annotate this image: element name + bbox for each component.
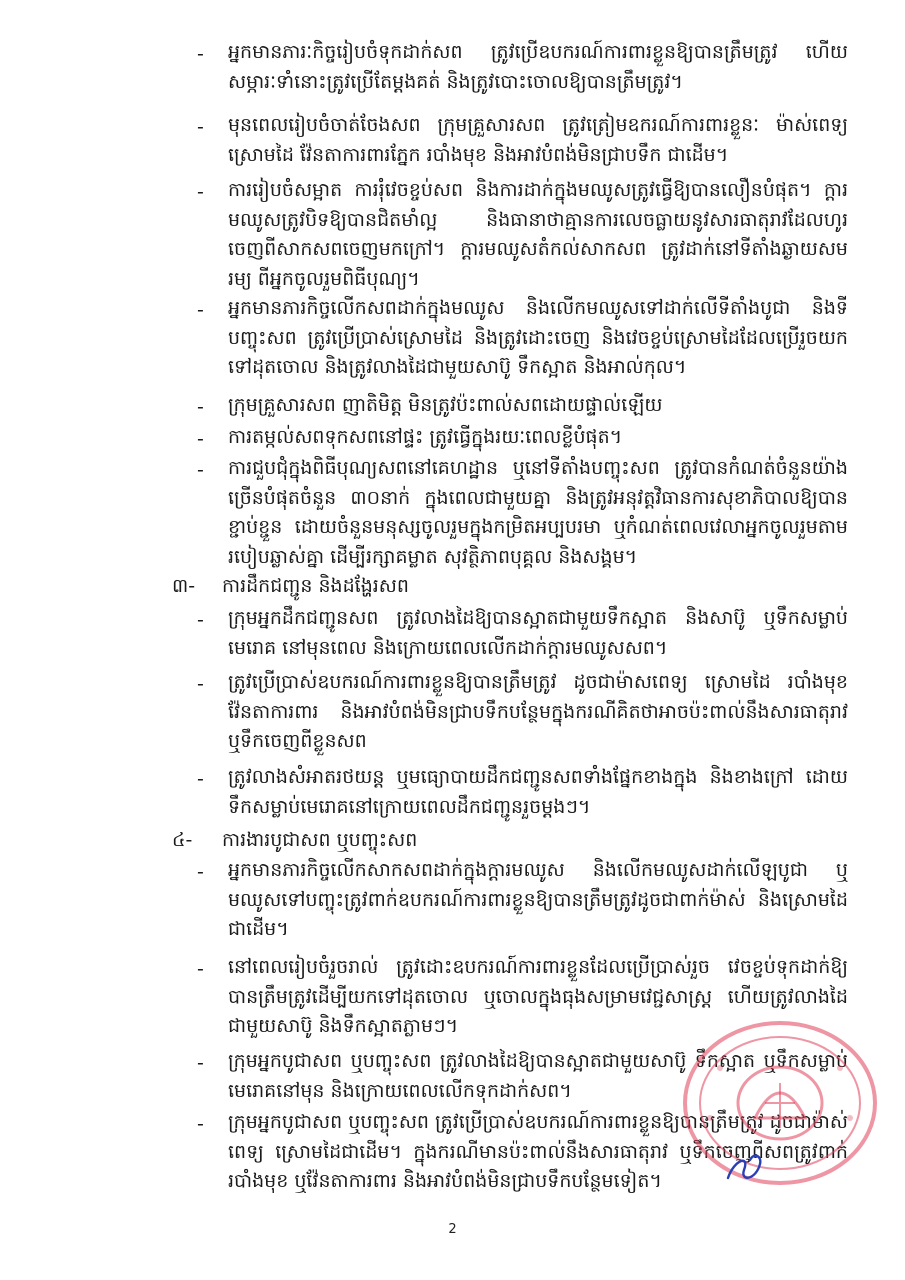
bullet: - <box>197 459 204 481</box>
official-seal-stamp <box>660 1008 880 1188</box>
list-item: ត្រូវប្រើប្រាស់ឧបករណ៍ការពារខ្លួនឱ្យបានត្រឹមត្រូវ ដូចជាម៉ាសពេទ្យ ស្រោមដៃ របាំងមុខ វ៉ែនតាការពារ និងអាវបំពង់មិនជ្រាបទឹកបន្ថែមក្នុងករណីគិតថាអាចប៉ះពាល់នឹងសារធាតុរាវ ឬទឹកចេញពីខ្លួនសព <box>228 671 848 752</box>
list-item: ការតម្កល់សពទុកសពនៅផ្ទះ ត្រូវធ្វើក្នុងរយៈពេលខ្លីបំផុត។ <box>228 426 623 448</box>
list-item: ត្រូវលាងសំអាតរថយន្ត ឬមធ្យោបាយដឹកជញ្ជូនសពទាំងផ្នែកខាងក្នុង និងខាងក្រៅ ដោយទឹកសម្លាប់មេរោគនៅក្រោយពេលដឹកជញ្ជូនរួចម្តងៗ។ <box>228 766 848 818</box>
list-item: មុនពេលរៀបចំចាត់ចែងសព ក្រុមគ្រួសារសព ត្រូវត្រៀមឧករណ៍ការពារខ្លួនៈ ម៉ាស់ពេទ្យ ស្រោមដៃ វ៉ែនតាការពារភ្នែក របាំងមុខ និងអាវបំពង់មិនជ្រាបទឹក ជាដើម។ <box>228 114 848 166</box>
list-item: អ្នកមានភារៈកិច្ចរៀបចំទុកដាក់សព ត្រូវប្រើឧបករណ៍ការពារខ្លួនឱ្យបានត្រឹមត្រូវ ហើយសម្ភារៈទាំនោះត្រូវប្រើតែម្តងគត់ និងត្រូវបោះចោលឱ្យបានត្រឹមត្រូវ។ <box>228 41 848 93</box>
list-item: ការរៀបចំសម្អាត ការរុំវេចខ្ចប់សព និងការដាក់ក្នុងមឈូសត្រូវធ្វើឱ្យបានលឿនបំផុត។ ក្តារមឈូសត្រូវបិទឱ្យបានជិតមាំល្អ និងធានាថាគ្មានការលេចធ្លាយនូវសារធាតុរាវដែលហូរចេញពីសាកសពចេញមកក្រៅ។ ក្តារមឈូសតំកល់សាកសព ត្រូវដាក់នៅទីតាំងឆ្ងាយសមរម្យ ពីអ្នកចូលរួមពិធីបុណ្យ។ <box>228 179 848 290</box>
list-item: ក្រុមអ្នកដឹកជញ្ជូនសព ត្រូវលាងដៃឱ្យបានស្អាតជាមួយទឹកស្អាត និងសាប៊ូ ឬទឹកសម្លាប់មេរោគ នៅមុនពេល និងក្រោយពេលលើកដាក់ក្តារមឈូសសព។ <box>228 607 848 659</box>
list-item: ក្រុមអ្នកបូជាសព ឬបញ្ចុះសព ត្រូវលាងដៃឱ្យបានស្អាតជាមួយសាប៊ូ ទឹកស្អាត ឬទឹកសម្លាប់មេរោគនៅមុន និងក្រោយពេលលើកទុកដាក់សព។ <box>228 1050 848 1102</box>
list-item: អ្នកមានភារកិច្ចលើកសពដាក់ក្នុងមឈូស និងលើកមឈូសទៅដាក់លើទីតាំងបូជា និងទីបញ្ចុះសព ត្រូវប្រើប្រាស់ស្រោមដៃ និងត្រូវដោះចេញ និងវេចខ្ចប់ស្រោមដៃដែលប្រើរួចយកទៅដុតចោល និងត្រូវលាងដៃជាមួយសាប៊ូ ទឹកស្អាត និងអាល់កុល។ <box>228 297 848 378</box>
bullet: - <box>197 181 204 203</box>
bullet: - <box>197 1052 204 1074</box>
bullet: - <box>197 673 204 695</box>
bullet: - <box>197 43 204 65</box>
section-number: ៤- <box>172 829 193 851</box>
section-title: ការដឹកជញ្ជូន និងដង្ហែរសព <box>222 575 409 597</box>
list-item: នៅពេលរៀបចំរួចរាល់ ត្រូវដោះឧបករណ៍ការពារខ្លួនដែលប្រើប្រាស់រួច វេចខ្ចប់ទុកដាក់ឱ្យបានត្រឹមត្រូវដើម្បីយកទៅដុតចោល ឬចោលក្នុងធុងសម្រាមវេជ្ជសាស្ត្រ ហើយត្រូវលាងដៃជាមួយសាប៊ូ និងទឹកស្អាតភ្លាមៗ។ <box>228 956 848 1037</box>
list-item: ក្រុមអ្នកបូជាសព ឬបញ្ចុះសព ត្រូវប្រើប្រាស់ឧបករណ៍ការពារខ្លួនឱ្យបានត្រឹមត្រូវ ដូចជាម៉ាស់ពេទ្យ ស្រោមដៃជាដើម។ ក្នុងករណីមានប៉ះពាល់នឹងសារធាតុរាវ ឬទឹកចេញពីសពត្រូវពាក់របាំងមុខ ឬវ៉ែនតាការពារ និងអាវបំពង់មិនជ្រាបទឹកបន្ថែមទៀត។ <box>228 1111 848 1192</box>
bullet: - <box>197 299 204 321</box>
bullet: - <box>197 1113 204 1135</box>
section-number: ៣- <box>172 575 196 597</box>
section-title: ការងារបូជាសព ឬបញ្ចុះសព <box>222 829 418 851</box>
list-item: អ្នកមានភារកិច្ចលើកសាកសពដាក់ក្នុងក្តារមឈូស និងលើកមឈូសដាក់លើឡបូជា ឬមឈូសទៅបញ្ចុះត្រូវពាក់ឧបករណ៍ការពារខ្លួនឱ្យបានត្រឹមត្រូវដូចជាពាក់ម៉ាស់ និងស្រោមដៃជាដើម។ <box>228 859 848 940</box>
bullet: - <box>197 428 204 450</box>
bullet: - <box>197 609 204 631</box>
bullet: - <box>197 116 204 138</box>
bullet: - <box>197 396 204 418</box>
bullet: - <box>197 958 204 980</box>
list-item: ការជួបជុំក្នុងពិធីបុណ្យសពនៅគេហដ្ឋាន ឬនៅទីតាំងបញ្ចុះសព ត្រូវបានកំណត់ចំនួនយ៉ាងច្រើនបំផុតចំនួន ៣០នាក់ ក្នុងពេលជាមួយគ្នា និងត្រូវអនុវត្តវិធានការសុខាភិបាលឱ្យបានខ្ជាប់ខ្ជួន ដោយចំនួនមនុស្សចូលរួមក្នុងកម្រិតអប្បបរមា ឬកំណត់ពេលវេលាអ្នកចូលរួមតាមរបៀបឆ្លាស់គ្នា ដើម្បីរក្សាគម្លាត សុវត្ថិភាពបុគ្គល និងសង្គម។ <box>228 457 848 568</box>
bullet: - <box>197 768 204 790</box>
list-item: ក្រុមគ្រួសារសព ញាតិមិត្ត មិនត្រូវប៉ះពាល់សពដោយផ្ទាល់ឡើយ <box>228 394 663 416</box>
signature-mark <box>720 1140 770 1190</box>
bullet: - <box>197 861 204 883</box>
page-number: 2 <box>448 1222 457 1237</box>
